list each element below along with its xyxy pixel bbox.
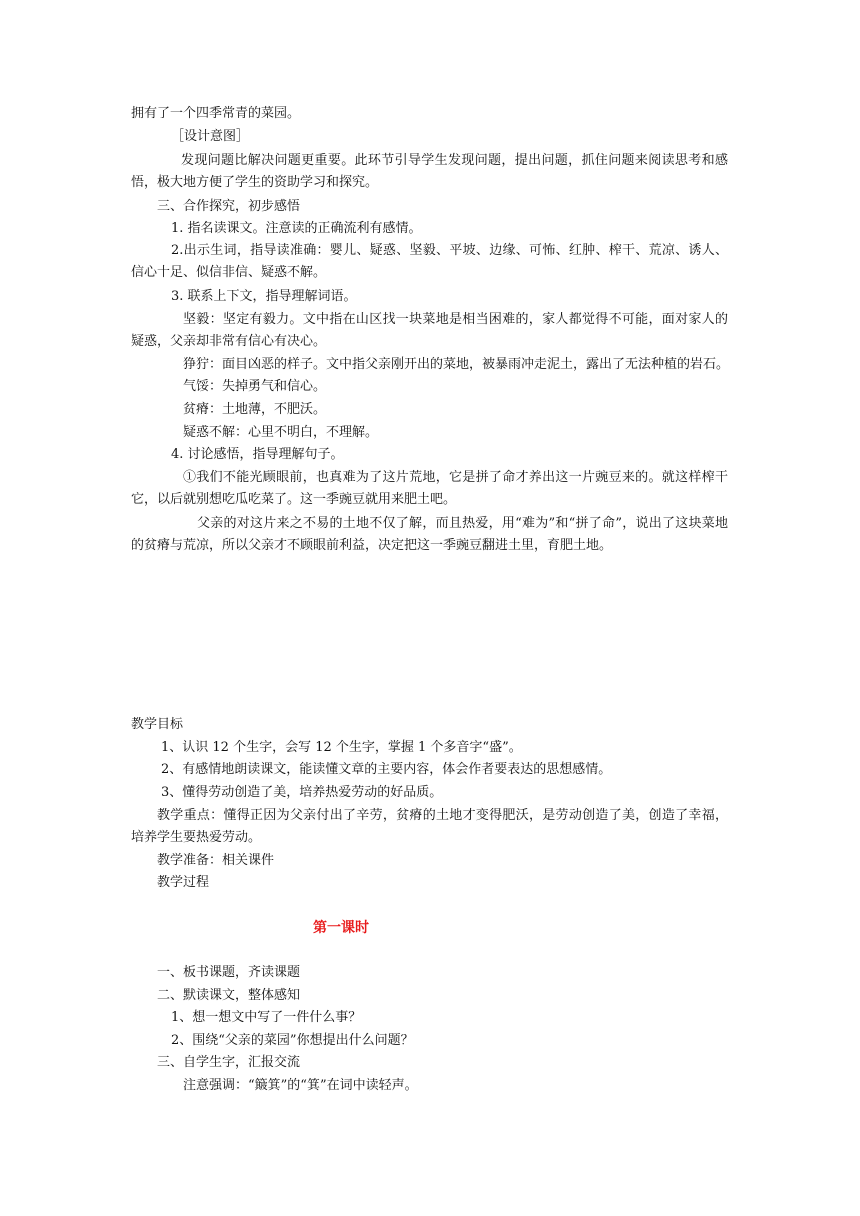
goal-1: 1、认识 12 个生字，会写 12 个生字，掌握 1 个多音字“盛”。 xyxy=(161,740,522,755)
quote-1: ①我们不能光顾眼前，也真难为了这片荒地，它是拼了命才养出这一片豌豆来的。就这样榨干它，以后就别想吃瓜吃菜了。这一季豌豆就用来肥土吧。 xyxy=(131,470,728,507)
analysis-paragraph: 父亲的对这片来之不易的土地不仅了解，而且热爱，用“难为”和“拼了命”，说出了这块菜地的贫瘠与荒凉，所以父亲才不顾眼前利益，决定把这一季豌豆翻进土里，育肥土地。 xyxy=(131,516,728,553)
goal-3: 3、懂得劳动创造了美，培养热爱劳动的好品质。 xyxy=(161,785,443,800)
key-point: 教学重点：懂得正因为父亲付出了辛劳，贫瘠的土地才变得肥沃，是劳动创造了美，创造了幸福，培养学生要热爱劳动。 xyxy=(131,808,728,845)
step3-title: 三、合作探究，初步感悟 xyxy=(157,199,301,214)
step-2-question-2: 2、围绕“父亲的菜园”你想提出什么问题？ xyxy=(171,1033,414,1048)
word-yihuo: 疑惑不解：心里不明白，不理解。 xyxy=(183,425,379,440)
word-jianyi: 坚毅：坚定有毅力。文中指在山区找一块菜地是相当困难的，家人都觉得不可能，面对家人的疑惑，父亲却非常有信心有决心。 xyxy=(131,312,728,349)
teaching-process: 教学过程 xyxy=(157,875,210,890)
item-1: 1. 指名读课文。注意读的正确流利有感情。 xyxy=(171,221,422,236)
word-zhengning: 狰狞：面目凶恶的样子。文中指父亲刚开出的菜地，被暴雨冲走泥土，露出了无法种植的岩石。 xyxy=(183,357,730,372)
item-4: 4. 讨论感悟，指导理解句子。 xyxy=(171,447,344,462)
word-qinei: 气馁：失掉勇气和信心。 xyxy=(183,379,327,394)
design-intent-text: 发现问题比解决问题更重要。此环节引导学生发现问题，提出问题，抓住问题来阅读思考和感悟，极大地方便了学生的资助学习和探究。 xyxy=(131,153,728,190)
step-1: 一、板书课题，齐读课题 xyxy=(157,965,301,980)
lesson-title: 第一课时 xyxy=(313,920,369,936)
teaching-prep: 教学准备：相关课件 xyxy=(157,853,275,868)
design-intent-label: ［设计意图］ xyxy=(171,129,250,144)
step-2-question-1: 1、想一想文中写了一件什么事？ xyxy=(171,1010,362,1025)
word-pinji: 贫瘠：土地薄，不肥沃。 xyxy=(183,402,327,417)
step-2: 二、默读课文，整体感知 xyxy=(157,988,301,1003)
step-3: 三、自学生字，汇报交流 xyxy=(157,1055,301,1070)
item-3: 3. 联系上下文，指导理解词语。 xyxy=(171,289,357,304)
note-line: 注意强调：“簸箕”的“箕”在词中读轻声。 xyxy=(183,1078,418,1093)
goal-2: 2、有感情地朗读课文，能读懂文章的主要内容，体会作者要表达的思想感情。 xyxy=(161,762,612,777)
garden-line: 拥有了一个四季常青的菜园。 xyxy=(131,106,301,121)
goals-title: 教学目标 xyxy=(131,717,184,732)
item-2: 2.出示生词，指导读准确：婴儿、疑惑、坚毅、平坡、边缘、可怖、红肿、榨干、荒凉、诱人、信心十足、似信非信、疑惑不解。 xyxy=(131,243,728,280)
